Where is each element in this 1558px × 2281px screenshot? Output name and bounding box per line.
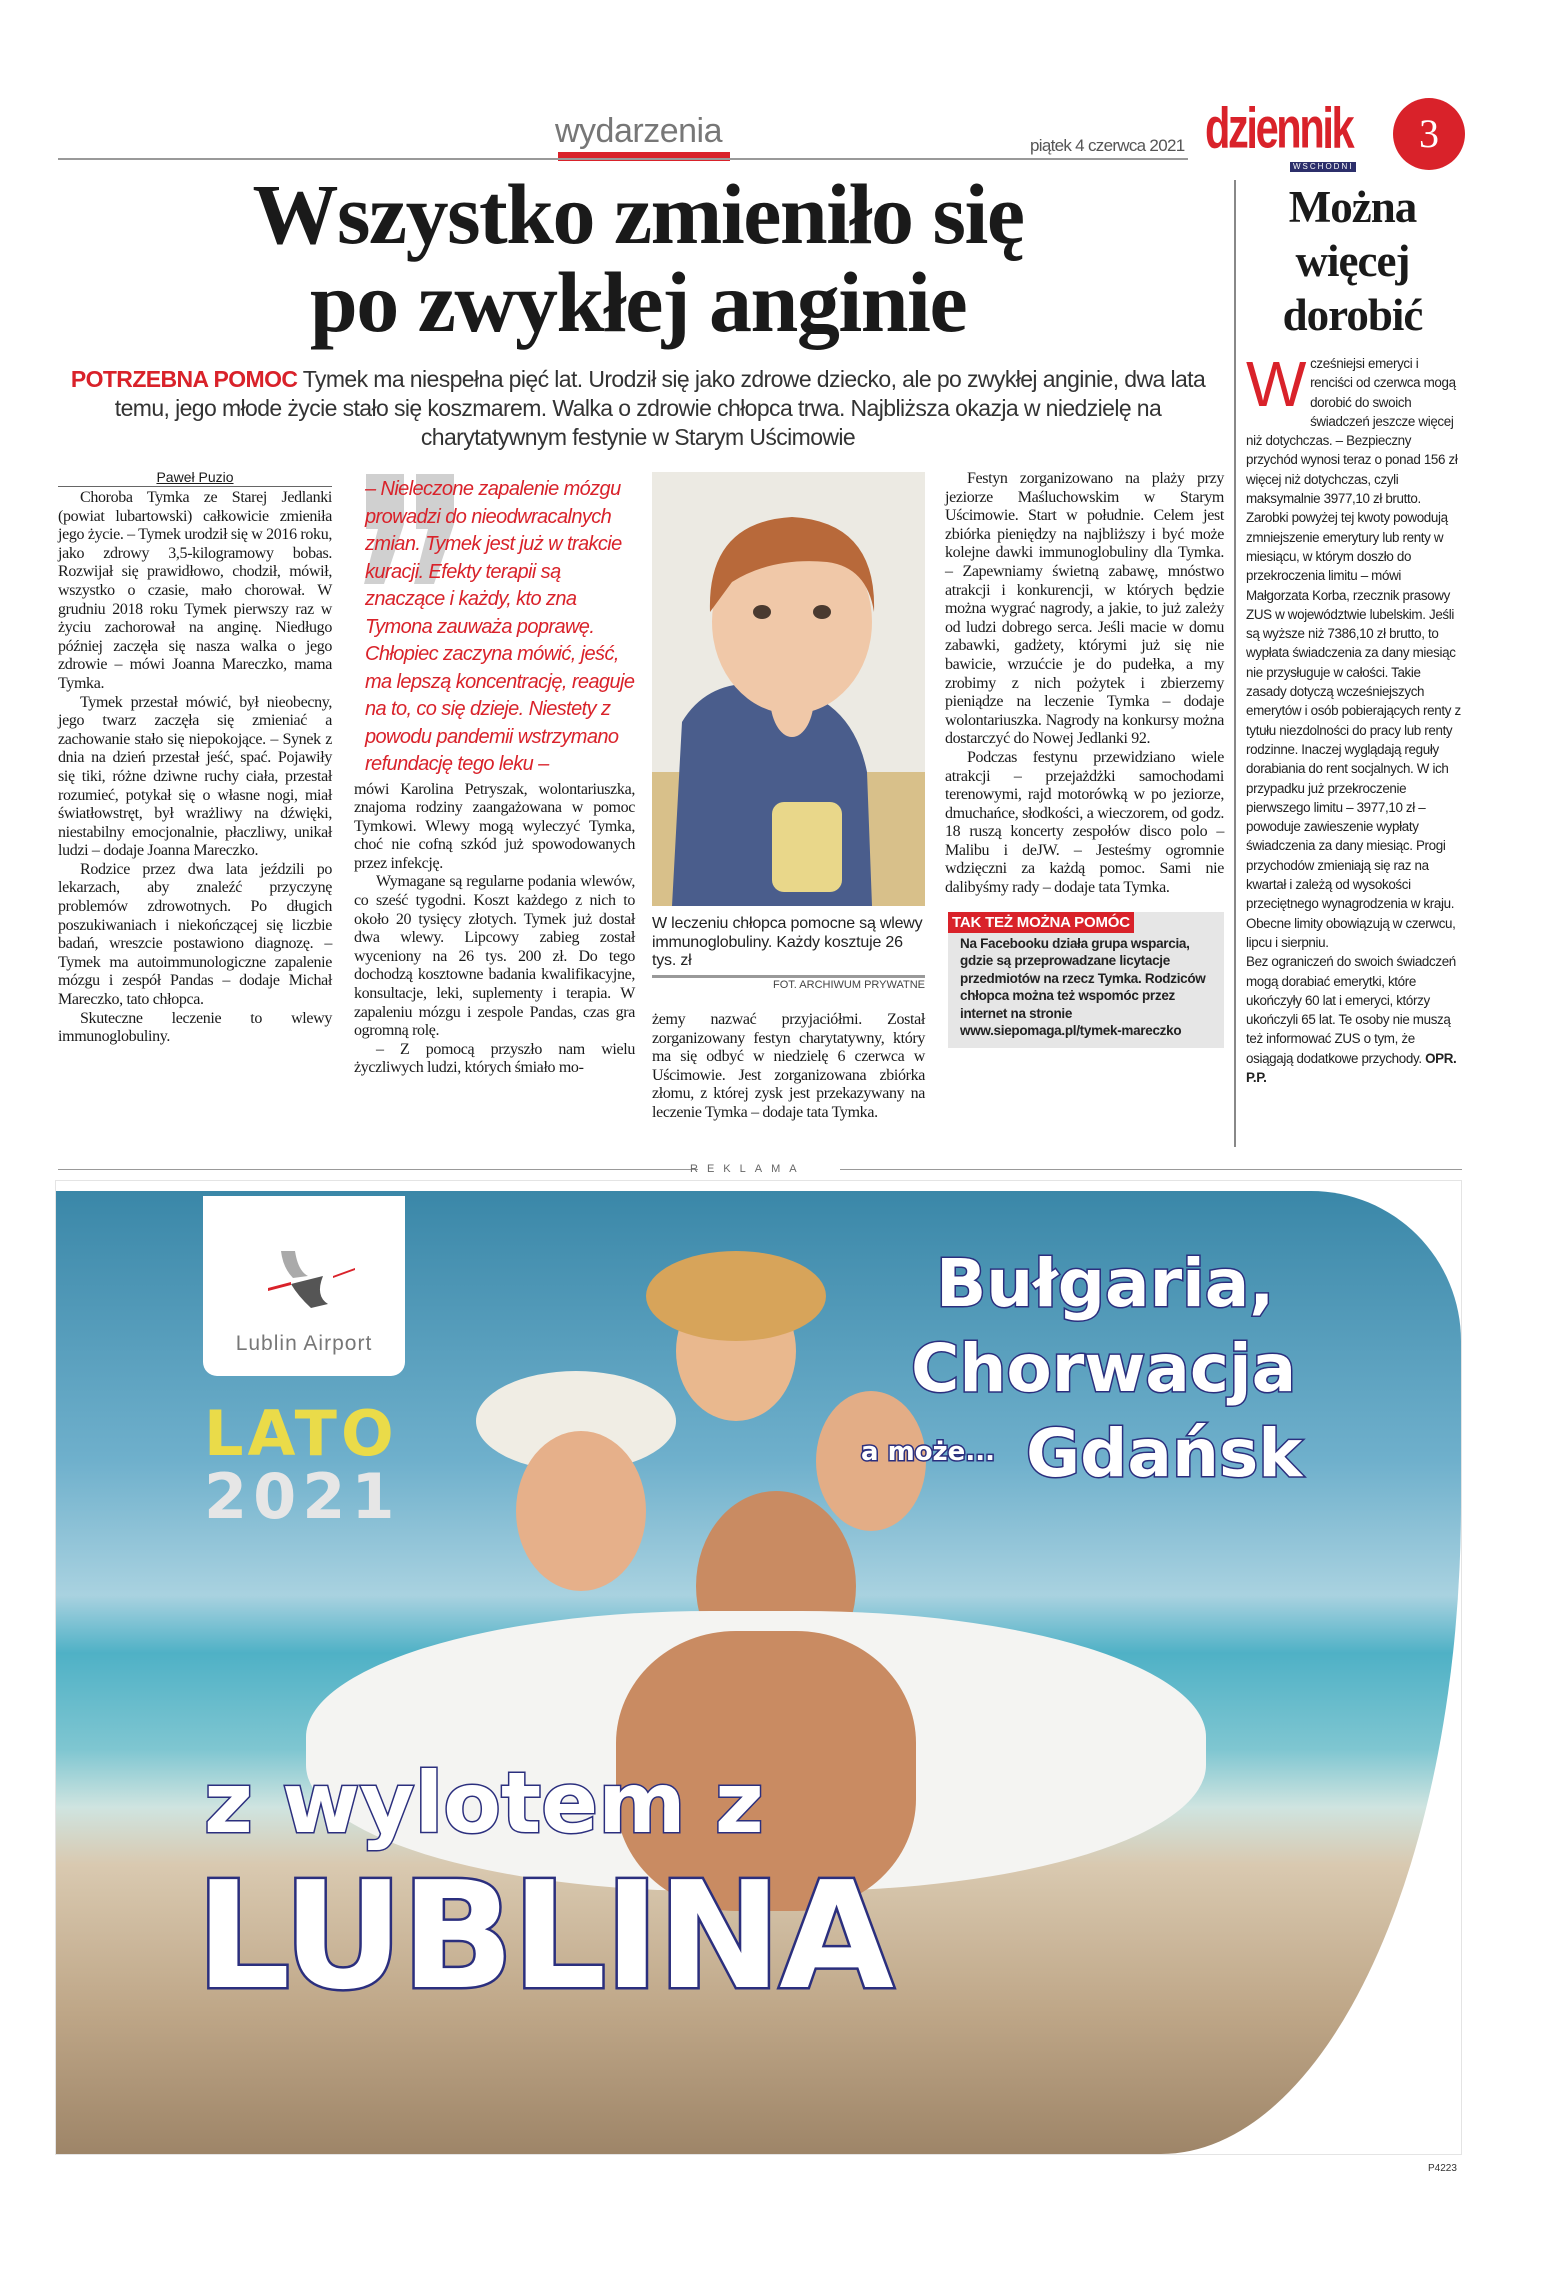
paragraph: Tymek przestał mówić, był nieobecny, jego twarz zaczęła się zmieniać a zachowanie stało się niepokojące. – Synek z dnia na dzień przestał jeść, spać. Pojawiły się tiki, różne dziwne ruchy ciała, przestał rozumieć, potykał się o własne nogi, miał światłowstręt, był wrażliwy na dźwięki, niestabilny emocjonalnie, płaczliwy, unikał ludzi – dodaje Joanna Mareczko. [58, 693, 332, 860]
column-1 [58, 489, 332, 1047]
column-4-text [945, 470, 1224, 898]
ad-code: P4223 [1428, 2163, 1457, 2174]
paragraph: mówi Karolina Petryszak, wolontariuszka, znajoma rodziny zaangażowana w pomoc Tymkowi. Wlewy mogą wyleczyć Tymka, choć nie cofną szkód już spowodowanych przez infekcję. [354, 780, 635, 872]
column-2 [354, 476, 635, 1078]
headline [58, 166, 1218, 350]
paragraph: Choroba Tymka ze Starej Jedlanki (powiat lubartowski) całkowicie zmieniła jego życie. – Tymek urodził się w 2016 roku, jako zdrowy 3,5-kilogramowy bobas. Rozwijał się prawidłowo, chodził, mówił, wszystko o czasie, mało chorował. W grudniu 2018 roku Tymek pierwszy raz w życiu zachorował na anginę. Niedługo później zaczęła się nasza walka o jego zdrowie – mówi Joanna Mareczko, mama Tymka. [58, 489, 332, 692]
standfirst [58, 365, 1218, 452]
section-label: wydarzenia [555, 112, 722, 150]
sidebar-text [1246, 348, 1464, 1087]
headline-line: po zwykłej anginie [309, 254, 967, 350]
pull-quote: – Nieleczone zapalenie mózgu prowadzi do nieodwracalnych zmian. Tymek jest już w trakcie kuracji. Efekty terapii są znaczące i każdy, kto zna Tymona zauważa poprawę. Chłopiec zaczyna mówić, jeść, ma lepszą koncentrację, reaguje na to, co się dzieje. Niestety z powodu pandemii wstrzymano refundację tego leku – [365, 478, 635, 775]
ad-year: 2021 [204, 1460, 401, 1533]
dropcap: W [1246, 348, 1307, 420]
headline-line: Wszystko zmieniło się [252, 166, 1024, 262]
ad-city: LUBLINA [196, 1850, 892, 2022]
ad-fly-from: z wylotem z [204, 1754, 764, 1852]
kicker: POTRZEBNA POMOC [70, 366, 298, 392]
paragraph: – Z pomocą przyszło nam wielu życzliwych ludzi, których śmiało mo- [354, 1040, 635, 1077]
boy-photo [652, 472, 925, 906]
sidebar-title-line: dorobić [1282, 290, 1423, 340]
airport-logo [203, 1196, 405, 1376]
newspaper-logo-sub: WSCHODNI [1290, 162, 1356, 172]
ad-rule [840, 1169, 1462, 1170]
paragraph: Wymagane są regularne podania wlewów, co sześć tygodni. Koszt każdego z nich to około 20 tysięcy złotych. Tymek już dostał dwa wlewy. Lipcowy zabieg został wyceniony na 26 tys. 200 zł. Do tego dochodzą kosztowne badania kwalifikacyjne, konsultacje, leki, suplementy i terapia. W zapaleniu mózgu i zespole Pandas, czas gra ogromną rolę. [354, 873, 635, 1040]
paragraph: Podczas festynu przewidziano wiele atrakcji – przejażdżki samochodami terenowymi, rajd motorówką w po jeziorze, dmuchańce, słodkości, a wieczorem, od godz. 18 ruszą koncerty zespołów disco polo – Malibu i deJW. – Jesteśmy ogromnie wdzięczni za każdą pomoc. Sami nie dalibyśmy rady – dodaje tata Tymka. [945, 748, 1224, 897]
paragraph: Skuteczne leczenie to wlewy immunoglobuliny. [58, 1009, 332, 1046]
issue-date: piątek 4 czerwca 2021 [1030, 136, 1185, 155]
airport-logo-text: Lublin Airport [235, 1332, 373, 1355]
column-3 [652, 1011, 925, 1123]
sidebar-byline: OPR. P.P. [1246, 1050, 1457, 1085]
plane-logo-icon [203, 1196, 405, 1326]
info-box-text: Na Facebooku działa grupa wsparcia, gdzie są przeprowadzane licytacje przedmiotów na rzecz Tymka. Rodziców chłopca można też wspomóc przez internet na stronie www.siepomaga.pl/tymek-mareczko [960, 935, 1206, 1039]
child-hair [646, 1251, 826, 1341]
sidebar-title-line: Można [1288, 182, 1417, 232]
ad-label: REKLAMA [690, 1163, 806, 1175]
column-4 [945, 470, 1224, 1048]
ad-maybe: a może... [861, 1437, 995, 1467]
ad-rule [58, 1169, 698, 1170]
page-number: 3 [1393, 98, 1465, 170]
lublin-airport-ad[interactable] [55, 1180, 1462, 2155]
ad-destination: Chorwacja [911, 1330, 1297, 1407]
sidebar-title-line: więcej [1295, 236, 1410, 286]
photo-caption: W leczeniu chłopca pomocne są wlewy immunoglobuliny. Każdy kosztuje 26 tys. zł [652, 915, 925, 978]
ad-destination: Gdańsk [1026, 1415, 1303, 1492]
ad-destination: Bułgaria, [936, 1245, 1275, 1322]
header-rule [58, 158, 1188, 160]
photo-credit: FOT. ARCHIWUM PRYWATNE [773, 979, 925, 991]
standfirst-text: Tymek ma niespełna pięć lat. Urodził się jako zdrowe dziecko, ale po zwykłej anginie, dwa lata temu, jego młode życie stało się koszmarem. Walka o zdrowie chłopca trwa. Najbliższa okazja w niedzielę na charytatywnym festynie w Starym Uścimowie [114, 366, 1206, 450]
author-name: Paweł Puzio [156, 469, 234, 485]
sidebar-paragraph: cześniejsi emeryci i renciści od czerwca mogą dorobić do swoich świadczeń jeszcze więcej niż dotychczas. – Bezpieczny przychód wynosi teraz o ponad 156 zł więcej niż dotychczas, czyli maksymalnie 3977,10 zł brutto. Zarobki powyżej tej kwoty powodują zmniejszenie emerytury lub renty w miesiącu, w którym doszło do przekroczenia limitu – mówi Małgorzata Korba, rzecznik prasowy ZUS w województwie lubelskim. Jeśli są wyższe niż 7386,10 zł brutto, to wypłata świadczenia za dany miesiąc nie przysługuje w całości. Takie zasady dotyczą wcześniejszych emerytów i osób pobierających renty z tytułu niezdolności do pracy lub renty rodzinne. Inaczej wyglądają reguły dorabiania do rent socjalnych. W ich przypadku już przekroczenie pierwszego limitu – 3977,10 zł – powoduje zawieszenie wypłaty świadczenia za dany miesiąc. Progi przychodów zmieniają się raz na kwartał i zależą od wysokości przeciętnego wynagrodzenia w kraju. Obecne limity obowiązują w czerwcu, lipcu i sierpniu. [1246, 356, 1461, 950]
author [58, 468, 332, 487]
sidebar-divider [1234, 180, 1236, 1147]
sidebar-paragraph: Bez ograniczeń do swoich świadczeń mogą dorabiać emerytki, które ukończyły 60 lat i emeryci, którzy ukończyli 65 lat. Te osoby nie muszą też informować ZUS o tym, że osiągają dodatkowe przychody. [1246, 954, 1456, 1066]
paragraph: Festyn zorganizowano na plaży przy jeziorze Maśluchowskim w Starym Uścimowie. Start w południe. Celem jest zbiórka pieniędzy na najbliższy i być może kolejne dawki immunoglobuliny dla Tymka. – Zapewniamy świetną zabawę, mnóstwo atrakcji i konkurencji, w których będzie można wygrać nagrody, a jakie, to już zależy od ludzi dobrego serca. Jeśli macie w domu zabawki, gadżety, którymi już się nie bawicie, wrzućcie je do pudełka, a my zrobimy z nich pożytek i zbierzemy pieniądze na leczenie Tymka – dodaje wolontariuszka. Nagrody na konkursy można dostarczyć do Nowej Jedlanki 92. [945, 470, 1224, 748]
newspaper-logo: dziennik [1205, 96, 1353, 161]
paragraph: żemy nazwać przyjaciółmi. Został zorganizowany festyn charytatywny, który ma się odbyć w niedzielę 6 czerwca w Uścimowie. Jest zorganizowana zbiórka złomu, z której zysk jest przekazywany na leczenie Tymka – dodaje tata Tymka. [652, 1011, 925, 1121]
ad-season: LATO [204, 1397, 398, 1470]
paragraph: Rodzice przez dwa lata jeździli po lekarzach, aby znaleźć przyczynę problemów zdrowotnych. Po długich poszukiwaniach i niekończącej się liczbie badań, wreszcie postawiono diagnozę. – Tymek ma autoimmunologiczne zapalenie mózgu i zespół Pandas – dodaje Michał Mareczko, tato chłopca. [58, 860, 332, 1009]
sidebar-title [1240, 180, 1465, 342]
column-2-text [354, 781, 635, 1079]
info-box [948, 912, 1224, 1048]
info-box-title: TAK TEŻ MOŻNA POMÓC [948, 912, 1134, 933]
woman-face [516, 1431, 646, 1591]
